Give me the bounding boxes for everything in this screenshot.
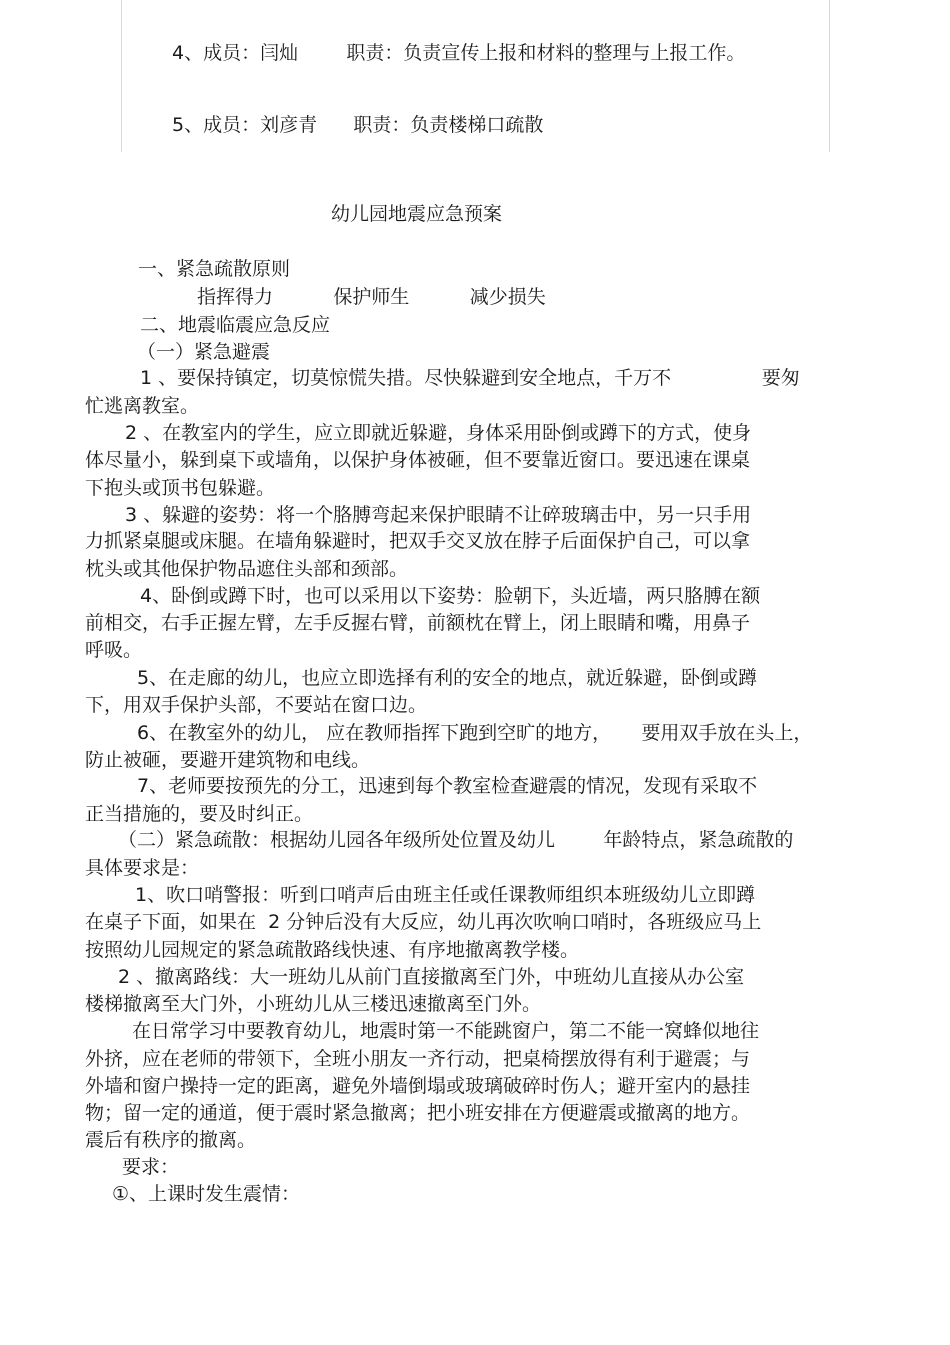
document-title: 幼儿园地震应急预案 <box>331 203 503 225</box>
body-line: 按照幼儿园规定的紧急疏散路线快速、有序地撤离教学楼。 <box>85 939 580 961</box>
body-line: 具体要求是： <box>85 857 200 879</box>
body-line: 在日常学习中要教育幼儿，地震时第一不能跳窗户，第二不能一窝蜂似地往 <box>132 1020 760 1042</box>
requirements-heading: 要求： <box>122 1156 180 1178</box>
body-line: 外墙和窗户操持一定的距离，避免外墙倒塌或玻璃破碎时伤人；避开室内的悬挂 <box>85 1075 751 1097</box>
body-line: 物；留一定的通道，便于震时紧急撤离；把小班安排在方便避震或撤离的地方。 <box>85 1102 751 1124</box>
body-line: 2 、撤离路线：大一班幼儿从前门直接撤离至门外，中班幼儿直接从办公室 <box>118 966 745 988</box>
body-line: 震后有秩序的撤离。 <box>85 1129 257 1151</box>
body-line: 力抓紧桌腿或床腿。在墙角躲避时，把双手交叉放在脖子后面保护自己，可以拿 <box>85 530 751 552</box>
body-line: 忙逃离教室。 <box>85 395 200 417</box>
body-line: 下抱头或顶书包躲避。 <box>85 477 276 499</box>
body-line: 5、在走廊的幼儿，也应立即选择有利的安全的地点，就近躲避，卧倒或蹲 <box>137 667 758 689</box>
table-left-border <box>121 0 122 152</box>
body-line: 正当措施的，要及时纠正。 <box>85 803 314 825</box>
body-line: 7、老师要按预先的分工，迅速到每个教室检查避震的情况，发现有采取不 <box>137 775 758 797</box>
body-line: 6、在教室外的幼儿， 应在教师指挥下跑到空旷的地方， 要用双手放在头上， <box>137 722 813 744</box>
body-line: 呼吸。 <box>85 639 143 661</box>
requirement-item: ①、上课时发生震情： <box>112 1183 301 1205</box>
subsection-2-line: （二）紧急疏散：根据幼儿园各年级所处位置及幼儿 年龄特点，紧急疏散的 <box>118 829 794 851</box>
body-line: 前相交，右手正握左臂，左手反握右臂，前额枕在臂上，闭上眼睛和嘴，用鼻子 <box>85 612 751 634</box>
body-line: 1、吹口哨警报：听到口哨声后由班主任或任课教师组织本班级幼儿立即蹲 <box>135 884 756 906</box>
body-line: 2 、在教室内的学生，应立即就近躲避，身体采用卧倒或蹲下的方式，使身 <box>125 422 752 444</box>
body-line: 外挤，应在老师的带领下，全班小朋友一齐行动，把桌椅摆放得有利于避震；与 <box>85 1048 751 1070</box>
section-1-principles: 指挥得力 保护师生 减少损失 <box>197 286 546 308</box>
body-line: 防止被砸，要避开建筑物和电线。 <box>85 749 371 771</box>
section-1-heading: 一、紧急疏散原则 <box>138 258 291 280</box>
body-line: 4、卧倒或蹲下时，也可以采用以下姿势：脸朝下，头近墙，两只胳膊在额 <box>140 585 761 607</box>
body-line: 在桌子下面，如果在 2 分钟后没有大反应，幼儿再次吹响口哨时，各班级应马上 <box>85 911 762 933</box>
subsection-1-heading: （一）紧急避震 <box>137 341 271 363</box>
section-2-heading: 二、地震临震应急反应 <box>140 314 331 336</box>
member-4-line: 4、成员：闫灿 职责：负责宣传上报和材料的整理与上报工作。 <box>172 42 746 64</box>
member-5-line: 5、成员：刘彦青 职责：负责楼梯口疏散 <box>172 114 544 136</box>
body-line: 1 、要保持镇定，切莫惊慌失措。尽快躲避到安全地点，千万不 要匆 <box>140 367 800 389</box>
body-line: 下，用双手保护头部，不要站在窗口边。 <box>85 694 428 716</box>
body-line: 楼梯撤离至大门外，小班幼儿从三楼迅速撤离至门外。 <box>85 993 542 1015</box>
table-right-border <box>829 0 830 152</box>
body-line: 体尽量小，躲到桌下或墙角，以保护身体被砸，但不要靠近窗口。要迅速在课桌 <box>85 449 751 471</box>
body-line: 枕头或其他保护物品遮住头部和颈部。 <box>85 558 409 580</box>
body-line: 3 、躲避的姿势：将一个胳膊弯起来保护眼睛不让碎玻璃击中，另一只手用 <box>125 504 752 526</box>
